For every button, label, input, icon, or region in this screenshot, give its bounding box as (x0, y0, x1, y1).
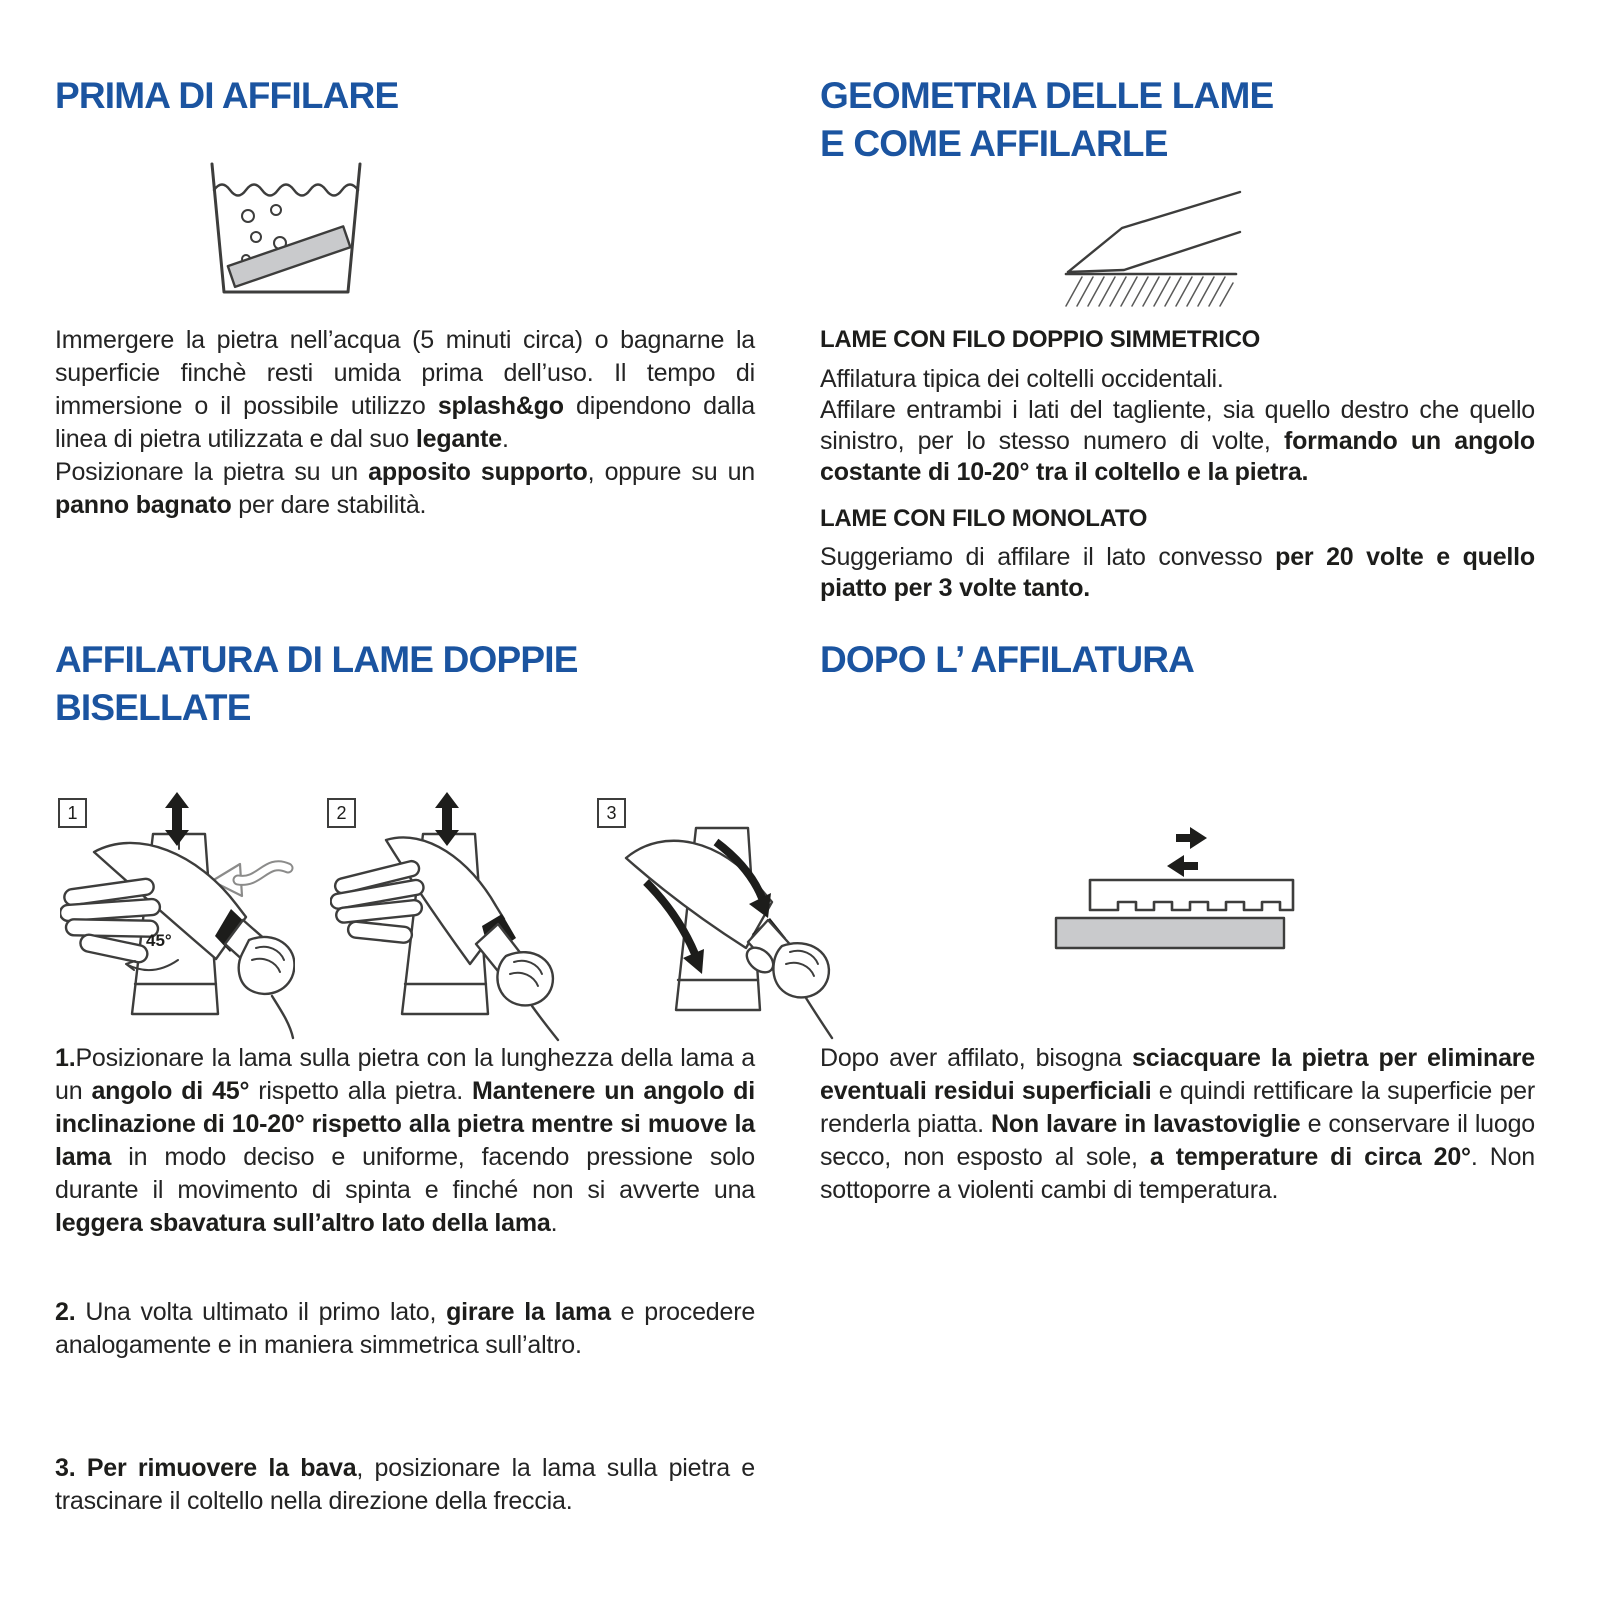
flattening-plate (1090, 880, 1293, 910)
subheading-filo-monolato: LAME CON FILO MONOLATO (820, 505, 1148, 532)
stone-hatching (1066, 277, 1233, 306)
step-number-box-3: 3 (597, 798, 626, 828)
left-hand (330, 860, 425, 944)
blade-geometry-illustration (1058, 176, 1248, 311)
filo-doppio-paragraph: Affilatura tipica dei coltelli occidentali. Affilare entrambi i lati del tagliente, sia quello destro che quello sinistro, per lo stesso numero di volte, formando un angolo costante di 10-20° tra il coltello e la pietra. (820, 365, 1535, 486)
left-hand (60, 878, 160, 964)
blade-on-stone-diagram (1066, 192, 1240, 306)
section-title-geometria (820, 72, 1273, 168)
dopo-paragraph: Dopo aver affilato, bisogna sciacquare la pietra per eliminare eventuali residui superficiali e quindi rettificare la superficie per renderla piatta. Non lavare in lavastoviglie e conservare il luogo secco, non esposto al sole, a temperature di circa 20°. Non sottoporre a violenti cambi di temperatura. (820, 1044, 1536, 1204)
step2-paragraph: 2. Una volta ultimato il primo lato, girare la lama e procedere analogamente e in maniera simmetrica sull’altro. (55, 1298, 756, 1359)
section-title-dopo: DOPO L’ AFFILATURA (820, 639, 1195, 680)
step-number-box-2: 2 (327, 798, 356, 828)
step3-illustration (600, 788, 835, 1043)
right-hand (773, 943, 832, 1038)
section-title-affilatura (55, 636, 578, 732)
back-and-forth-arrows-icon (1167, 827, 1207, 877)
step-number-box-1: 1 (58, 798, 87, 828)
step1-illustration (60, 788, 295, 1043)
soaking-whetstone (228, 226, 351, 287)
filo-monolato-paragraph: Suggeriamo di affilare il lato convesso per 20 volte e quello piatto per 3 volte tanto. (820, 543, 1535, 602)
stone-soaking-illustration (196, 160, 376, 302)
water-surface-wave (214, 185, 358, 196)
angle-45-label: 45° (146, 931, 172, 950)
water-bucket-icon (212, 164, 360, 292)
whetstone (1056, 918, 1284, 948)
geometria-title-line2: E COME AFFILARLE (820, 123, 1168, 164)
prima-paragraph: Immergere la pietra nell’acqua (5 minuti circa) o bagnarne la superficie finchè resti umida prima dell’uso. Il tempo di immersione o il possibile utilizzo splash&go dipendono dalla linea di pietra utilizzata e dal suo legante. Posizionare la pietra su un apposito supporto, oppure su un panno bagnato per dare stabilità. (55, 326, 755, 519)
affilatura-title-line1: AFFILATURA DI LAME DOPPIE (55, 639, 578, 680)
right-hand (497, 952, 558, 1040)
step3-paragraph: 3. Per rimuovere la bava, posizionare la lama sulla pietra e trascinare il coltello nella direzione della freccia. (55, 1454, 756, 1515)
step2-illustration (330, 788, 565, 1043)
subheading-filo-doppio: LAME CON FILO DOPPIO SIMMETRICO (820, 326, 1261, 353)
stone-flattening-illustration (1048, 818, 1298, 953)
right-hand (239, 937, 295, 1038)
step1-paragraph: 1.Posizionare la lama sulla pietra con la lunghezza della lama a un angolo di 45° rispetto alla pietra. Mantenere un angolo di inclinazione di 10-20° rispetto alla pietra mentre si muove la lama in modo deciso e uniforme, facendo pressione solo durante il movimento di spinta e finché non si avverte una leggera sbavatura sull’altro lato della lama. (55, 1044, 756, 1237)
section-title-prima-di-affilare: PRIMA DI AFFILARE (55, 75, 399, 116)
affilatura-title-line2: BISELLATE (55, 687, 251, 728)
geometria-title-line1: GEOMETRIA DELLE LAME (820, 75, 1274, 116)
